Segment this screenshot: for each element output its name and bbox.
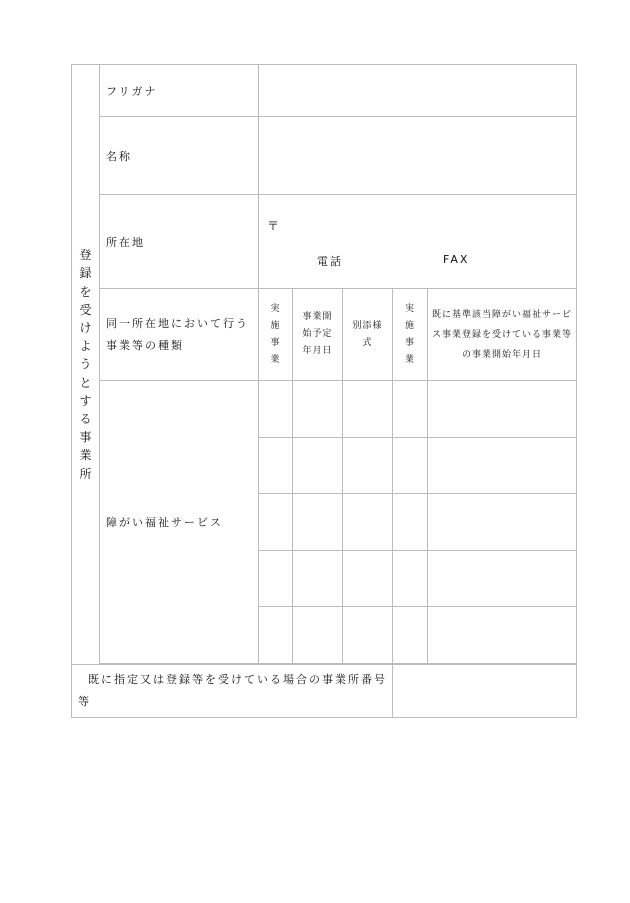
name-label: 名称 [100, 117, 259, 195]
header-implemented-2 [393, 289, 428, 381]
same-location-label: 同一所在地において行う事業等の種類 [100, 289, 259, 381]
service-cell[interactable] [259, 494, 293, 551]
header-line: 式 [362, 337, 373, 348]
side-label-char: け [79, 320, 92, 335]
header-line: 事業開 [302, 312, 333, 322]
side-label-cell [72, 65, 100, 665]
service-cell[interactable] [393, 438, 428, 494]
side-label-char: と [79, 375, 92, 390]
service-cell[interactable] [293, 607, 343, 664]
side-label-char: 受 [79, 302, 92, 317]
side-label-char: 業 [79, 448, 92, 463]
header-char: 事 [404, 337, 415, 348]
service-cell[interactable] [428, 551, 577, 607]
tel-label: 電話 [317, 255, 343, 268]
header-char: 実 [404, 303, 415, 314]
service-cell[interactable] [393, 607, 428, 664]
service-cell[interactable] [343, 551, 393, 607]
header-line: 別添様 [352, 320, 383, 331]
fax-label: FAX [443, 253, 470, 266]
side-label-char: を [79, 284, 92, 299]
name-field[interactable] [259, 117, 577, 195]
existing-number-field[interactable] [393, 665, 577, 718]
service-cell[interactable] [293, 381, 343, 438]
header-implemented-1 [259, 289, 293, 381]
service-cell[interactable] [293, 438, 343, 494]
side-label-char: 録 [79, 266, 92, 281]
service-cell[interactable] [393, 551, 428, 607]
header-line: 年月日 [302, 346, 333, 356]
service-cell[interactable] [259, 381, 293, 438]
service-label: 障がい福祉サービス [100, 381, 259, 664]
header-char: 事 [270, 337, 281, 348]
side-label-char: よ [79, 339, 92, 354]
service-cell[interactable] [428, 494, 577, 551]
side-label-char: る [79, 412, 92, 426]
registration-form-table [71, 64, 577, 718]
service-cell[interactable] [343, 438, 393, 494]
header-planned-start [293, 289, 343, 381]
existing-number-label: 既に指定又は登録等を受けている場合の事業所番号等 [72, 665, 393, 718]
service-cell[interactable] [259, 607, 293, 664]
service-cell[interactable] [428, 381, 577, 438]
side-label-char: す [79, 393, 92, 408]
header-char: 施 [404, 320, 415, 331]
header-char: 業 [270, 354, 281, 365]
service-cell[interactable] [428, 438, 577, 494]
side-label-char: 所 [79, 466, 92, 481]
header-char: 業 [404, 354, 415, 365]
side-label-char: う [79, 357, 92, 372]
header-line: 始予定 [302, 329, 333, 339]
address-field[interactable] [259, 195, 577, 289]
service-cell[interactable] [343, 381, 393, 438]
service-cell[interactable] [393, 381, 428, 438]
service-cell[interactable] [343, 607, 393, 664]
service-cell[interactable] [259, 438, 293, 494]
side-label-char: 事 [79, 430, 92, 445]
header-attached-form [343, 289, 393, 381]
service-cell[interactable] [293, 494, 343, 551]
header-registered-start: 既に基準該当障がい福祉サービス事業登録を受けている事業等の事業開始年月日 [428, 289, 577, 381]
header-char: 施 [270, 320, 281, 331]
header-char: 実 [270, 303, 281, 314]
service-cell[interactable] [293, 551, 343, 607]
furigana-field[interactable] [259, 65, 577, 117]
postal-mark: 〒 [267, 219, 280, 233]
side-label-char: 登 [79, 248, 92, 263]
furigana-label: フリガナ [100, 65, 259, 117]
address-label: 所在地 [100, 195, 259, 289]
service-cell[interactable] [428, 607, 577, 664]
service-cell[interactable] [259, 551, 293, 607]
service-cell[interactable] [393, 494, 428, 551]
service-cell[interactable] [343, 494, 393, 551]
